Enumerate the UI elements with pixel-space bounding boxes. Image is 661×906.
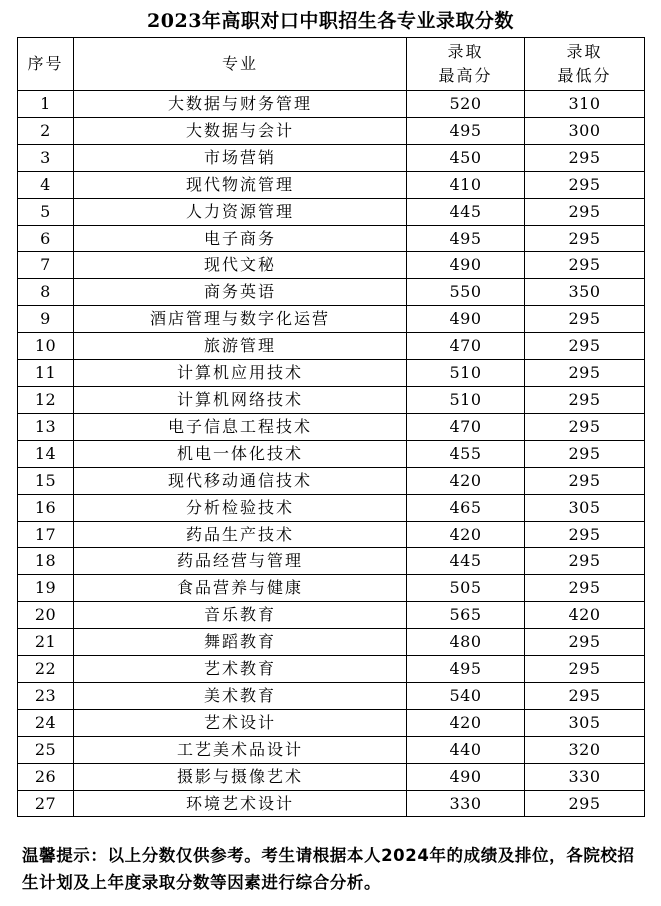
row-major: 药品经营与管理 — [74, 548, 407, 575]
row-number: 13 — [18, 413, 74, 440]
header-max-line1: 录取 — [447, 42, 484, 61]
row-number: 12 — [18, 386, 74, 413]
row-min-score: 305 — [525, 494, 645, 521]
header-max — [407, 38, 525, 91]
row-min-score: 295 — [525, 413, 645, 440]
table-row — [18, 413, 645, 440]
row-number: 14 — [18, 440, 74, 467]
row-min-score: 295 — [525, 548, 645, 575]
row-major: 现代文秘 — [74, 252, 407, 279]
row-max-score: 540 — [407, 682, 525, 709]
row-major: 环境艺术设计 — [74, 790, 407, 817]
row-max-score: 420 — [407, 467, 525, 494]
row-major: 舞蹈教育 — [74, 629, 407, 656]
table-row — [18, 548, 645, 575]
header-min-line2: 最低分 — [557, 66, 612, 85]
row-max-score: 490 — [407, 252, 525, 279]
scores-table — [17, 37, 645, 817]
row-number: 15 — [18, 467, 74, 494]
row-number: 8 — [18, 279, 74, 306]
row-min-score: 295 — [525, 252, 645, 279]
row-number: 9 — [18, 306, 74, 333]
row-number: 21 — [18, 629, 74, 656]
row-number: 19 — [18, 575, 74, 602]
row-min-score: 420 — [525, 602, 645, 629]
row-number: 22 — [18, 656, 74, 683]
row-major: 美术教育 — [74, 682, 407, 709]
row-major: 计算机应用技术 — [74, 360, 407, 387]
row-max-score: 440 — [407, 736, 525, 763]
table-row — [18, 386, 645, 413]
table-row — [18, 602, 645, 629]
row-min-score: 295 — [525, 144, 645, 171]
row-number: 25 — [18, 736, 74, 763]
header-max-line2: 最高分 — [438, 66, 493, 85]
page-title: 2023年高职对口中职招生各专业录取分数 — [147, 10, 514, 32]
row-max-score: 495 — [407, 225, 525, 252]
row-number: 17 — [18, 521, 74, 548]
row-max-score: 445 — [407, 548, 525, 575]
row-min-score: 295 — [525, 656, 645, 683]
row-major: 摄影与摄像艺术 — [74, 763, 407, 790]
table-row — [18, 171, 645, 198]
row-number: 1 — [18, 91, 74, 118]
row-max-score: 495 — [407, 117, 525, 144]
row-min-score: 320 — [525, 736, 645, 763]
row-number: 5 — [18, 198, 74, 225]
row-max-score: 420 — [407, 709, 525, 736]
table-row — [18, 360, 645, 387]
table-row — [18, 117, 645, 144]
row-major: 酒店管理与数字化运营 — [74, 306, 407, 333]
table-row — [18, 252, 645, 279]
row-max-score: 510 — [407, 386, 525, 413]
row-max-score: 490 — [407, 306, 525, 333]
row-major: 大数据与会计 — [74, 117, 407, 144]
row-number: 6 — [18, 225, 74, 252]
row-major: 食品营养与健康 — [74, 575, 407, 602]
row-major: 市场营销 — [74, 144, 407, 171]
row-min-score: 295 — [525, 440, 645, 467]
row-major: 分析检验技术 — [74, 494, 407, 521]
table-row — [18, 279, 645, 306]
row-max-score: 510 — [407, 360, 525, 387]
table-row — [18, 306, 645, 333]
row-major: 计算机网络技术 — [74, 386, 407, 413]
row-max-score: 445 — [407, 198, 525, 225]
row-major: 艺术设计 — [74, 709, 407, 736]
row-max-score: 470 — [407, 333, 525, 360]
table-row — [18, 144, 645, 171]
row-min-score: 350 — [525, 279, 645, 306]
row-max-score: 505 — [407, 575, 525, 602]
table-row — [18, 790, 645, 817]
row-min-score: 295 — [525, 386, 645, 413]
row-major: 工艺美术品设计 — [74, 736, 407, 763]
row-number: 18 — [18, 548, 74, 575]
table-row — [18, 440, 645, 467]
table-row — [18, 682, 645, 709]
row-major: 人力资源管理 — [74, 198, 407, 225]
table-row — [18, 575, 645, 602]
row-max-score: 480 — [407, 629, 525, 656]
table-header-row — [18, 38, 645, 91]
table-row — [18, 629, 645, 656]
table-row — [18, 91, 645, 118]
row-max-score: 550 — [407, 279, 525, 306]
table-row — [18, 225, 645, 252]
row-min-score: 295 — [525, 682, 645, 709]
row-max-score: 565 — [407, 602, 525, 629]
row-major: 艺术教育 — [74, 656, 407, 683]
row-min-score: 295 — [525, 360, 645, 387]
table-row — [18, 736, 645, 763]
row-number: 2 — [18, 117, 74, 144]
row-min-score: 295 — [525, 198, 645, 225]
row-major: 电子商务 — [74, 225, 407, 252]
row-number: 24 — [18, 709, 74, 736]
table-row — [18, 521, 645, 548]
row-min-score: 295 — [525, 629, 645, 656]
row-min-score: 295 — [525, 333, 645, 360]
row-number: 20 — [18, 602, 74, 629]
table-row — [18, 709, 645, 736]
row-major: 旅游管理 — [74, 333, 407, 360]
row-major: 大数据与财务管理 — [74, 91, 407, 118]
row-number: 3 — [18, 144, 74, 171]
row-max-score: 470 — [407, 413, 525, 440]
header-no: 序号 — [18, 38, 74, 91]
row-min-score: 300 — [525, 117, 645, 144]
row-min-score: 310 — [525, 91, 645, 118]
table-row — [18, 763, 645, 790]
row-number: 10 — [18, 333, 74, 360]
row-number: 11 — [18, 360, 74, 387]
row-major: 商务英语 — [74, 279, 407, 306]
table-row — [18, 494, 645, 521]
row-major: 药品生产技术 — [74, 521, 407, 548]
header-major: 专业 — [74, 38, 407, 91]
row-min-score: 305 — [525, 709, 645, 736]
row-min-score: 295 — [525, 306, 645, 333]
row-number: 23 — [18, 682, 74, 709]
row-major: 电子信息工程技术 — [74, 413, 407, 440]
row-min-score: 295 — [525, 521, 645, 548]
row-number: 26 — [18, 763, 74, 790]
row-major: 音乐教育 — [74, 602, 407, 629]
row-max-score: 450 — [407, 144, 525, 171]
row-max-score: 465 — [407, 494, 525, 521]
row-max-score: 520 — [407, 91, 525, 118]
row-max-score: 490 — [407, 763, 525, 790]
row-max-score: 420 — [407, 521, 525, 548]
note-text: 温馨提示：以上分数仅供参考。考生请根据本人2024年的成绩及排位，各院校招生计划及上年度录取分数等因素进行综合分析。 — [22, 846, 635, 892]
row-max-score: 455 — [407, 440, 525, 467]
row-min-score: 295 — [525, 171, 645, 198]
row-number: 16 — [18, 494, 74, 521]
row-number: 7 — [18, 252, 74, 279]
row-min-score: 295 — [525, 575, 645, 602]
table-row — [18, 333, 645, 360]
row-major: 现代移动通信技术 — [74, 467, 407, 494]
table-row — [18, 467, 645, 494]
row-major: 现代物流管理 — [74, 171, 407, 198]
table-row — [18, 198, 645, 225]
row-major: 机电一体化技术 — [74, 440, 407, 467]
row-number: 4 — [18, 171, 74, 198]
row-min-score: 330 — [525, 763, 645, 790]
row-min-score: 295 — [525, 467, 645, 494]
row-min-score: 295 — [525, 225, 645, 252]
row-number: 27 — [18, 790, 74, 817]
row-max-score: 330 — [407, 790, 525, 817]
table-row — [18, 656, 645, 683]
header-min-line1: 录取 — [566, 42, 603, 61]
row-max-score: 410 — [407, 171, 525, 198]
row-max-score: 495 — [407, 656, 525, 683]
row-min-score: 295 — [525, 790, 645, 817]
header-min — [525, 38, 645, 91]
